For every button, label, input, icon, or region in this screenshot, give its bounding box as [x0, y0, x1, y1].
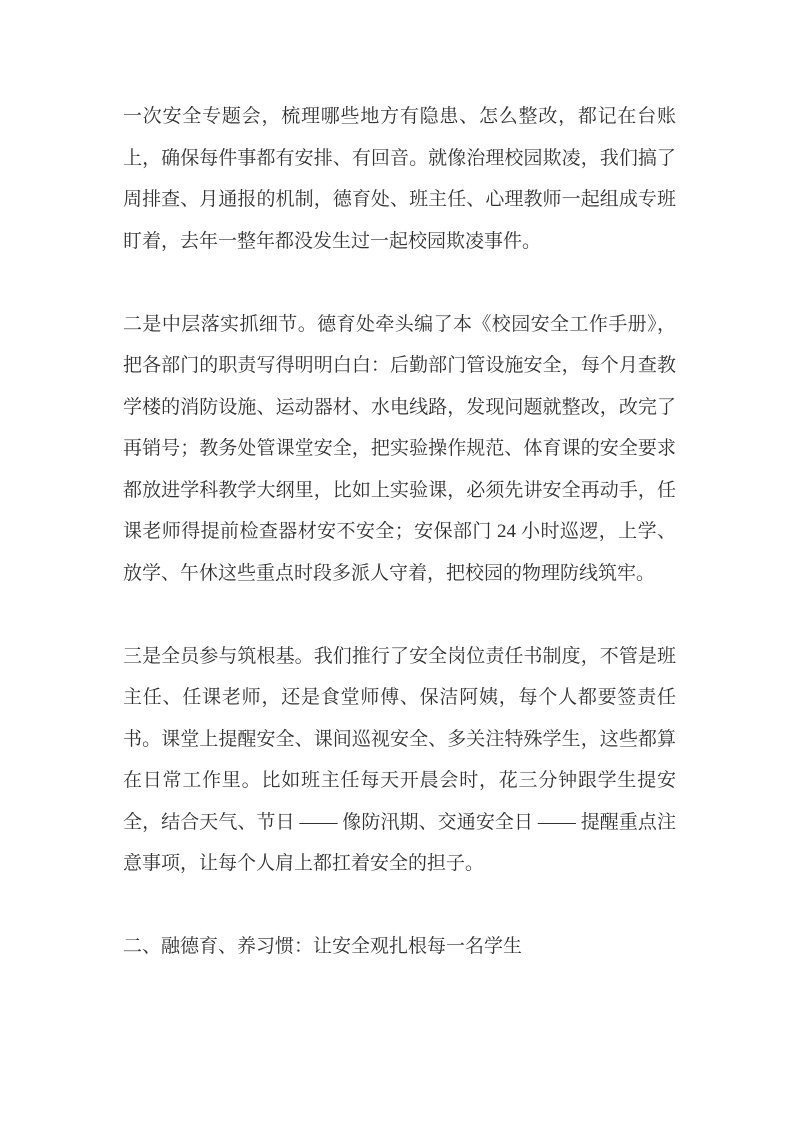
- paragraph-point-two: 二是中层落实抓细节。德育处牵头编了本《校园安全工作手册》，把各部门的职责写得明明白白：后勤部门管设施安全，每个月查教学楼的消防设施、运动器材、水电线路，发现问题就整改，改完了再销号；教务处管课堂安全，把实验操作规范、体育课的安全要求都放进学科教学大纲里，比如上实验课，必须先讲安全再动手，任课老师得提前检查器材安不安全；安保部门 24 小时巡逻，上学、放学、午休这些重点时段多派人守着，把校园的物理防线筑牢。: [123, 313, 676, 584]
- paragraph-point-three: 三是全员参与筑根基。我们推行了安全岗位责任书制度，不管是班主任、任课老师，还是食堂师傅、保洁阿姨，每个人都要签责任书。课堂上提醒安全、课间巡视安全、多关注特殊学生，这些都算在日常工作里。比如班主任每天开晨会时，花三分钟跟学生提安全，结合天气、节日 —— 像防汛期、交通安全日 —— 提醒重点注意事项，让每个人肩上都扛着安全的担子。: [123, 645, 676, 874]
- document-text-block: [123, 96, 676, 968]
- paragraph-continuation: 一次安全专题会，梳理哪些地方有隐患、怎么整改，都记在台账上，确保每件事都有安排、有回音。就像治理校园欺凌，我们搞了周排查、月通报的机制，德育处、班主任、心理教师一起组成专班盯着，去年一整年都没发生过一起校园欺凌事件。: [123, 106, 676, 252]
- section-heading: 二、融德育、养习惯：让安全观扎根每一名学生: [123, 936, 523, 957]
